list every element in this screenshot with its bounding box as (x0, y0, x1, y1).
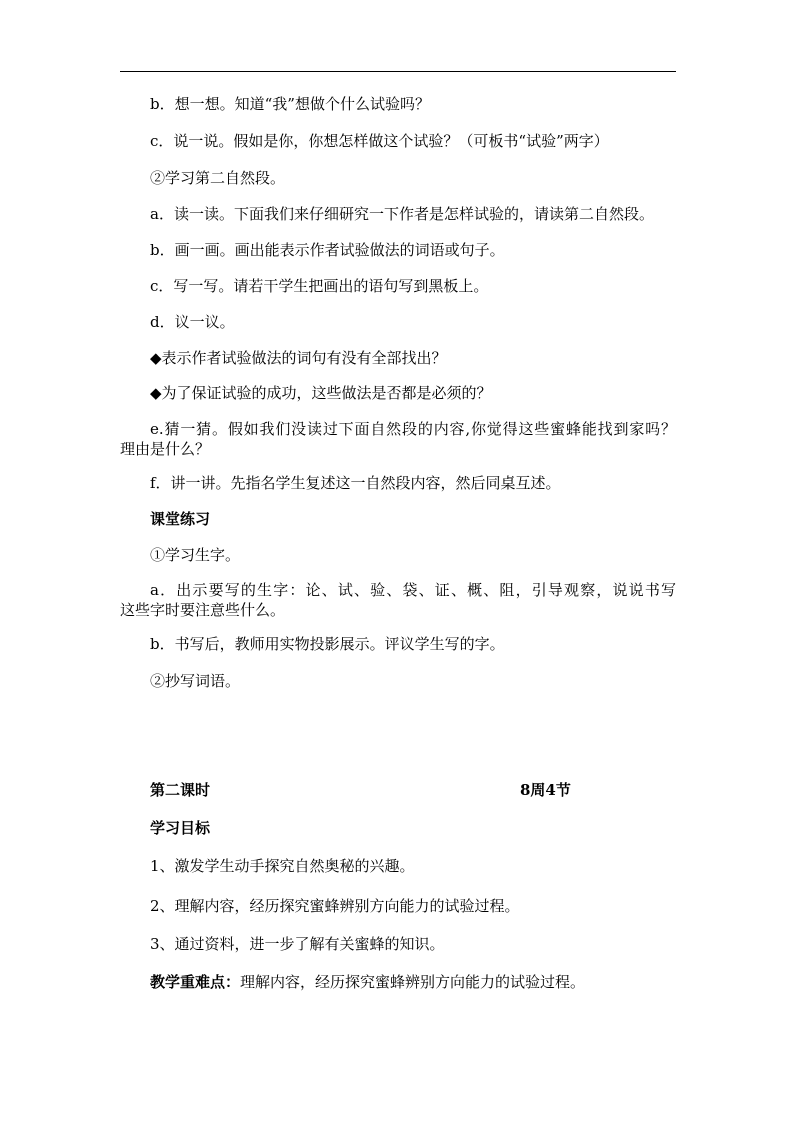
step-e-guess-line1: e.猜一猜。假如我们没读过下面自然段的内容,你觉得这些蜜蜂能找到家吗？ (150, 420, 676, 438)
step-c-say: c．说一说。假如是你，你想怎样做这个试验？（可板书“试验”两字） (150, 132, 609, 150)
key-difficulty (150, 972, 585, 992)
step-b-draw: b．画一画。画出能表示作者试验做法的词语或句子。 (150, 241, 505, 259)
section-2-copy: ②抄写词语。 (150, 672, 241, 690)
key-difficulty-label: 教学重难点： (150, 973, 241, 991)
step-b-after: b．书写后，教师用实物投影展示。评议学生写的字。 (150, 635, 505, 653)
step-a-read: a．读一读。下面我们来仔细研究一下作者是怎样试验的，请读第二自然段。 (150, 205, 654, 223)
section-1-chars: ①学习生字。 (150, 546, 241, 564)
step-e-guess-line2: 理由是什么？ (120, 440, 211, 458)
step-b-think: b．想一想。知道“我”想做个什么试验吗？ (150, 95, 430, 113)
class-practice-heading: 课堂练习 (150, 510, 211, 528)
section-2-study: ②学习第二自然段。 (150, 169, 286, 187)
goal-2: 2、理解内容，经历探究蜜蜂辨别方向能力的试验过程。 (150, 897, 520, 915)
step-a-show-line2: 这些字时要注意些什么。 (120, 601, 286, 619)
step-e-guess (120, 419, 676, 459)
goal-1: 1、激发学生动手探究自然奥秘的兴趣。 (150, 857, 415, 875)
step-c-write: c．写一写。请若干学生把画出的语句写到黑板上。 (150, 277, 489, 295)
key-difficulty-text: 理解内容，经历探究蜜蜂辨别方向能力的试验过程。 (240, 973, 586, 991)
step-f-tell: f．讲一讲。先指名学生复述这一自然段内容，然后同桌互述。 (150, 474, 561, 492)
header-rule (120, 71, 676, 72)
lesson-2-title: 第二课时 (150, 781, 211, 799)
bullet-question-2: ◆为了保证试验的成功，这些做法是否都是必须的？ (150, 384, 492, 402)
step-a-show (120, 580, 676, 620)
week-period: 8周4节 (520, 781, 571, 799)
goals-heading: 学习目标 (150, 819, 211, 837)
goal-3: 3、通过资料，进一步了解有关蜜蜂的知识。 (150, 935, 445, 953)
step-d-discuss: d．议一议。 (150, 313, 235, 331)
bullet-question-1: ◆表示作者试验做法的词句有没有全部找出？ (150, 349, 447, 367)
step-a-show-line1: a．出示要写的生字：论、试、验、袋、证、概、阻，引导观察，说说书写 (150, 581, 676, 599)
